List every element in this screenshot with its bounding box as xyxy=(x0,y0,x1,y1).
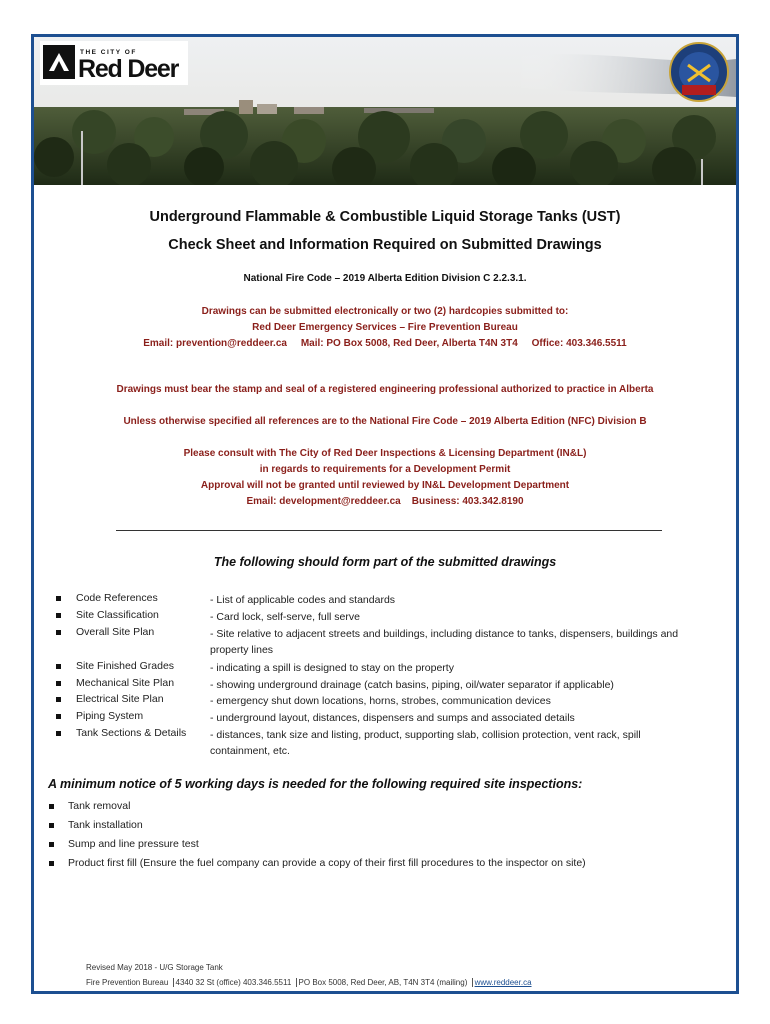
footer-separator xyxy=(173,978,174,987)
submission-line1: Drawings can be submitted electronically or two (2) hardcopies submitted to: xyxy=(201,306,569,317)
requirement-name: Overall Site Plan xyxy=(76,626,155,638)
page-frame xyxy=(31,34,739,994)
requirement-description: - Card lock, self-serve, full serve xyxy=(210,611,360,623)
requirement-name: Site Finished Grades xyxy=(76,660,175,672)
requirement-name: Tank Sections & Details xyxy=(76,727,187,739)
requirement-name: Piping System xyxy=(76,710,144,722)
code-reference: National Fire Code – 2019 Alberta Edition Division C 2.2.3.1. xyxy=(243,273,527,284)
inspections-section-title: A minimum notice of 5 working days is needed for the following required site inspections: xyxy=(48,777,583,791)
bullet-icon xyxy=(49,804,54,809)
footer-contact xyxy=(86,978,532,987)
inspection-item: Tank removal xyxy=(68,800,131,812)
stamp-note: Drawings must bear the stamp and seal of a registered engineering professional authorized to practice in Alberta xyxy=(116,384,654,395)
requirement-name: Mechanical Site Plan xyxy=(76,677,175,689)
footer-office: 4340 32 St (office) 403.346.5511 xyxy=(175,978,292,987)
requirement-description: - Site relative to adjacent streets and buildings, including distance to tanks, dispensers, buildings and property lines xyxy=(210,628,679,656)
bullet-icon xyxy=(56,664,61,669)
submission-contact: Email: prevention@reddeer.ca Mail: PO Box 5008, Red Deer, Alberta T4N 3T4 Office: 403.346.5511 xyxy=(143,338,627,349)
inspection-item: Product first fill (Ensure the fuel company can provide a copy of their first fill procedures to the inspector on site) xyxy=(68,857,586,869)
footer-separator xyxy=(296,978,297,987)
bullet-icon xyxy=(56,596,61,601)
requirement-description: - underground layout, distances, dispensers and sumps and associated details xyxy=(210,712,575,724)
bullet-icon xyxy=(49,842,54,847)
bullet-icon xyxy=(56,613,61,618)
footer-revised: Revised May 2018 - U/G Storage Tank xyxy=(86,963,223,972)
footer-separator xyxy=(472,978,473,987)
requirement-description: - distances, tank size and listing, product, supporting slab, collision protection, vent rack, spill containment, etc. xyxy=(210,729,641,757)
drawings-section-title: The following should form part of the submitted drawings xyxy=(213,555,557,569)
requirement-description: - List of applicable codes and standards xyxy=(210,594,396,606)
logo-small-text: THE CITY OF xyxy=(80,49,137,56)
bullet-icon xyxy=(56,714,61,719)
inspection-item: Tank installation xyxy=(68,819,143,831)
bullet-icon xyxy=(56,731,61,736)
requirement-name: Site Classification xyxy=(76,609,159,621)
red-deer-logo-icon xyxy=(43,45,75,79)
bullet-icon xyxy=(56,697,61,702)
bullet-icon xyxy=(49,861,54,866)
footer-bureau: Fire Prevention Bureau xyxy=(86,978,169,987)
consult-line3: Approval will not be granted until reviewed by IN&L Development Department xyxy=(200,480,570,491)
requirement-description: - showing underground drainage (catch basins, piping, oil/water separator if applicable) xyxy=(210,679,614,691)
bullet-icon xyxy=(56,630,61,635)
city-logo[interactable] xyxy=(40,41,188,85)
consult-line2: in regards to requirements for a Development Permit xyxy=(259,464,511,475)
document-title-line1: Underground Flammable & Combustible Liquid Storage Tanks (UST) xyxy=(149,209,621,225)
document-title-line2: Check Sheet and Information Required on Submitted Drawings xyxy=(168,237,602,253)
references-note: Unless otherwise specified all references are to the National Fire Code – 2019 Alberta Edition (NFC) Division B xyxy=(123,416,647,427)
header-banner xyxy=(34,37,736,185)
consult-line1: Please consult with The City of Red Deer Inspections & Licensing Department (IN&L) xyxy=(183,448,587,459)
bullet-icon xyxy=(56,681,61,686)
emergency-services-badge-icon xyxy=(668,41,730,103)
logo-big-text: Red Deer xyxy=(78,55,179,83)
consult-contact: Email: development@reddeer.ca Business: 403.342.8190 xyxy=(246,496,524,507)
submission-line2: Red Deer Emergency Services – Fire Prevention Bureau xyxy=(252,322,518,333)
bullet-icon xyxy=(49,823,54,828)
horizontal-divider xyxy=(116,530,662,531)
requirement-name: Electrical Site Plan xyxy=(76,693,164,705)
inspection-item: Sump and line pressure test xyxy=(68,838,199,850)
requirement-description: - emergency shut down locations, horns, strobes, communication devices xyxy=(210,695,551,707)
requirement-name: Code References xyxy=(76,592,158,604)
requirement-description: - indicating a spill is designed to stay on the property xyxy=(210,662,454,674)
footer-mailing: PO Box 5008, Red Deer, AB, T4N 3T4 (mailing) xyxy=(298,978,468,987)
website-link[interactable]: www.reddeer.ca xyxy=(474,978,532,987)
